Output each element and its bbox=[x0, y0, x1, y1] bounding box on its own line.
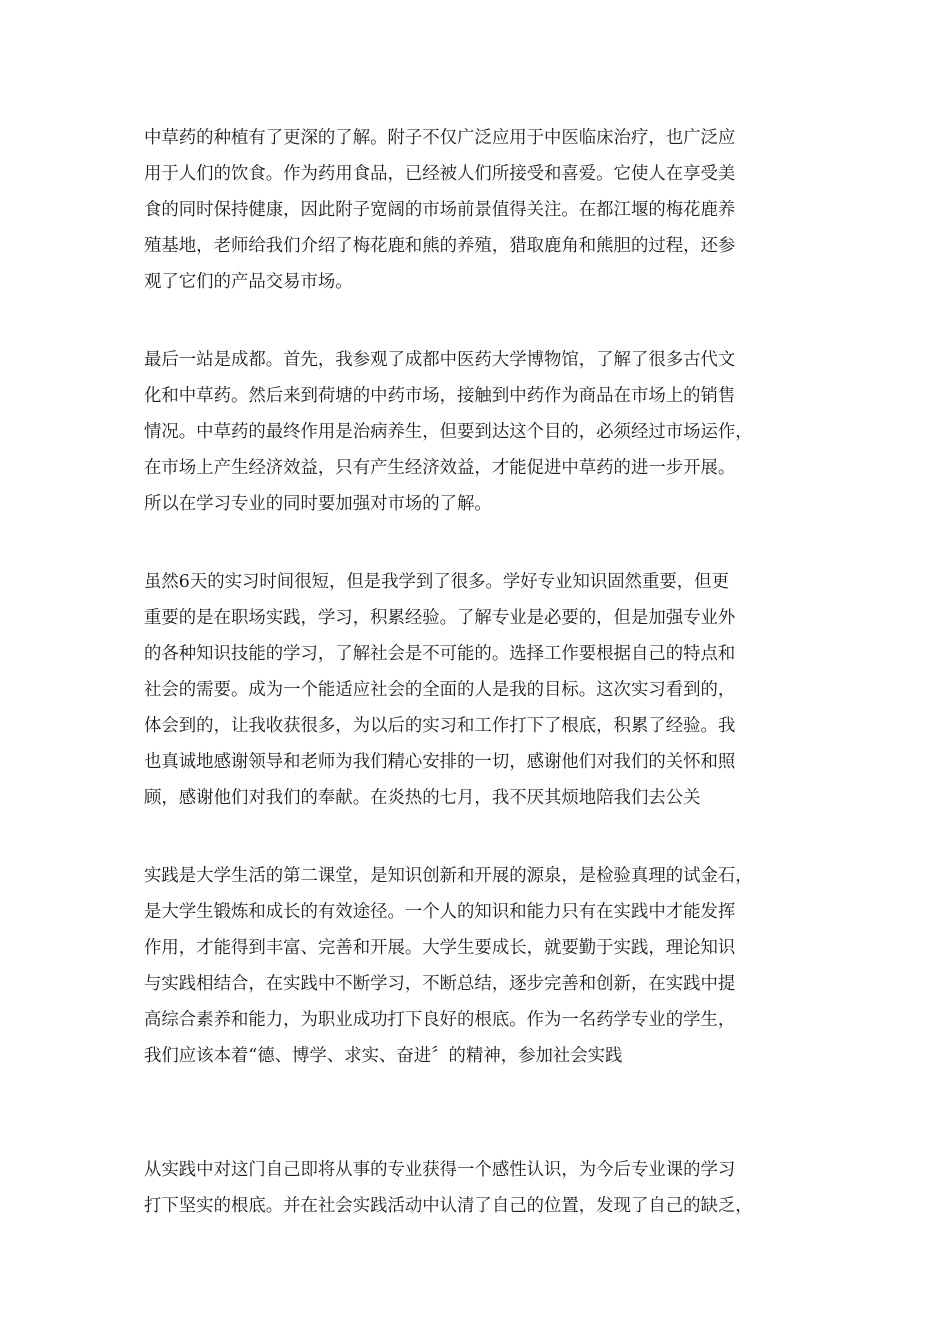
text-line: 重要的是在职场实践，学习，积累经验。了解专业是必要的，但是加强专业外 bbox=[144, 608, 736, 628]
text-line: 实践是大学生活的第二课堂，是知识创新和开展的源泉，是检验真理的试金石， bbox=[144, 866, 753, 886]
text-line: 顾，感谢他们对我们的奉献。在炎热的七月，我不厌其烦地陪我们去公关 bbox=[144, 788, 701, 808]
text-line: 情况。中草药的最终作用是治病养生，但要到达这个目的，必须经过市场运作， bbox=[144, 422, 753, 442]
text-line: 殖基地，老师给我们介绍了梅花鹿和熊的养殖，猎取鹿角和熊胆的过程，还参 bbox=[144, 236, 736, 256]
paragraph-spacer bbox=[144, 522, 808, 564]
text-line: 从实践中对这门自己即将从事的专业获得一个感性认识，为今后专业课的学习 bbox=[144, 1160, 736, 1180]
paragraph-perceptual-knowledge bbox=[144, 1152, 808, 1224]
paragraph-practice bbox=[144, 858, 808, 1074]
text-line: 是大学生锻炼和成长的有效途径。一个人的知识和能力只有在实践中才能发挥 bbox=[144, 902, 736, 922]
paragraph-spacer bbox=[144, 300, 808, 342]
text-line: 化和中草药。然后来到荷塘的中药市场，接触到中药作为商品在市场上的销售 bbox=[144, 386, 736, 406]
paragraph-fuzi-market bbox=[144, 120, 808, 300]
document-body bbox=[144, 120, 808, 1224]
text-line: 所以在学习专业的同时要加强对市场的了解。 bbox=[144, 494, 492, 514]
text-line: 我们应该本着“德、博学、求实、奋进〞的精神，参加社会实践 bbox=[144, 1046, 623, 1066]
text-line: 高综合素养和能力，为职业成功打下良好的根底。作为一名药学专业的学生， bbox=[144, 1010, 736, 1030]
text-line: 也真诚地感谢领导和老师为我们精心安排的一切，感谢他们对我们的关怀和照 bbox=[144, 752, 736, 772]
paragraph-internship-summary bbox=[144, 564, 808, 816]
text-line: 作用，才能得到丰富、完善和开展。大学生要成长，就要勤于实践，理论知识 bbox=[144, 938, 736, 958]
text-line: 中草药的种植有了更深的了解。附子不仅广泛应用于中医临床治疗，也广泛应 bbox=[144, 128, 736, 148]
text-line: 最后一站是成都。首先，我参观了成都中医药大学博物馆，了解了很多古代文 bbox=[144, 350, 736, 370]
paragraph-spacer bbox=[144, 816, 808, 858]
text-line: 观了它们的产品交易市场。 bbox=[144, 272, 353, 292]
text-line: 体会到的，让我收获很多，为以后的实习和工作打下了根底，积累了经验。我 bbox=[144, 716, 736, 736]
paragraph-chengdu bbox=[144, 342, 808, 522]
text-line: 在市场上产生经济效益，只有产生经济效益，才能促进中草药的进一步开展。 bbox=[144, 458, 736, 478]
text-line: 与实践相结合，在实践中不断学习，不断总结，逐步完善和创新，在实践中提 bbox=[144, 974, 736, 994]
text-line: 打下坚实的根底。并在社会实践活动中认清了自己的位置，发现了自己的缺乏， bbox=[144, 1196, 753, 1216]
text-line: 用于人们的饮食。作为药用食品，已经被人们所接受和喜爱。它使人在享受美 bbox=[144, 164, 736, 184]
text-line: 食的同时保持健康，因此附子宽阔的市场前景值得关注。在都江堰的梅花鹿养 bbox=[144, 200, 736, 220]
text-line: 社会的需要。成为一个能适应社会的全面的人是我的目标。这次实习看到的， bbox=[144, 680, 736, 700]
paragraph-spacer bbox=[144, 1074, 808, 1152]
text-line: 的各种知识技能的学习，了解社会是不可能的。选择工作要根据自己的特点和 bbox=[144, 644, 736, 664]
text-line: 虽然6天的实习时间很短，但是我学到了很多。学好专业知识固然重要，但更 bbox=[144, 572, 729, 592]
